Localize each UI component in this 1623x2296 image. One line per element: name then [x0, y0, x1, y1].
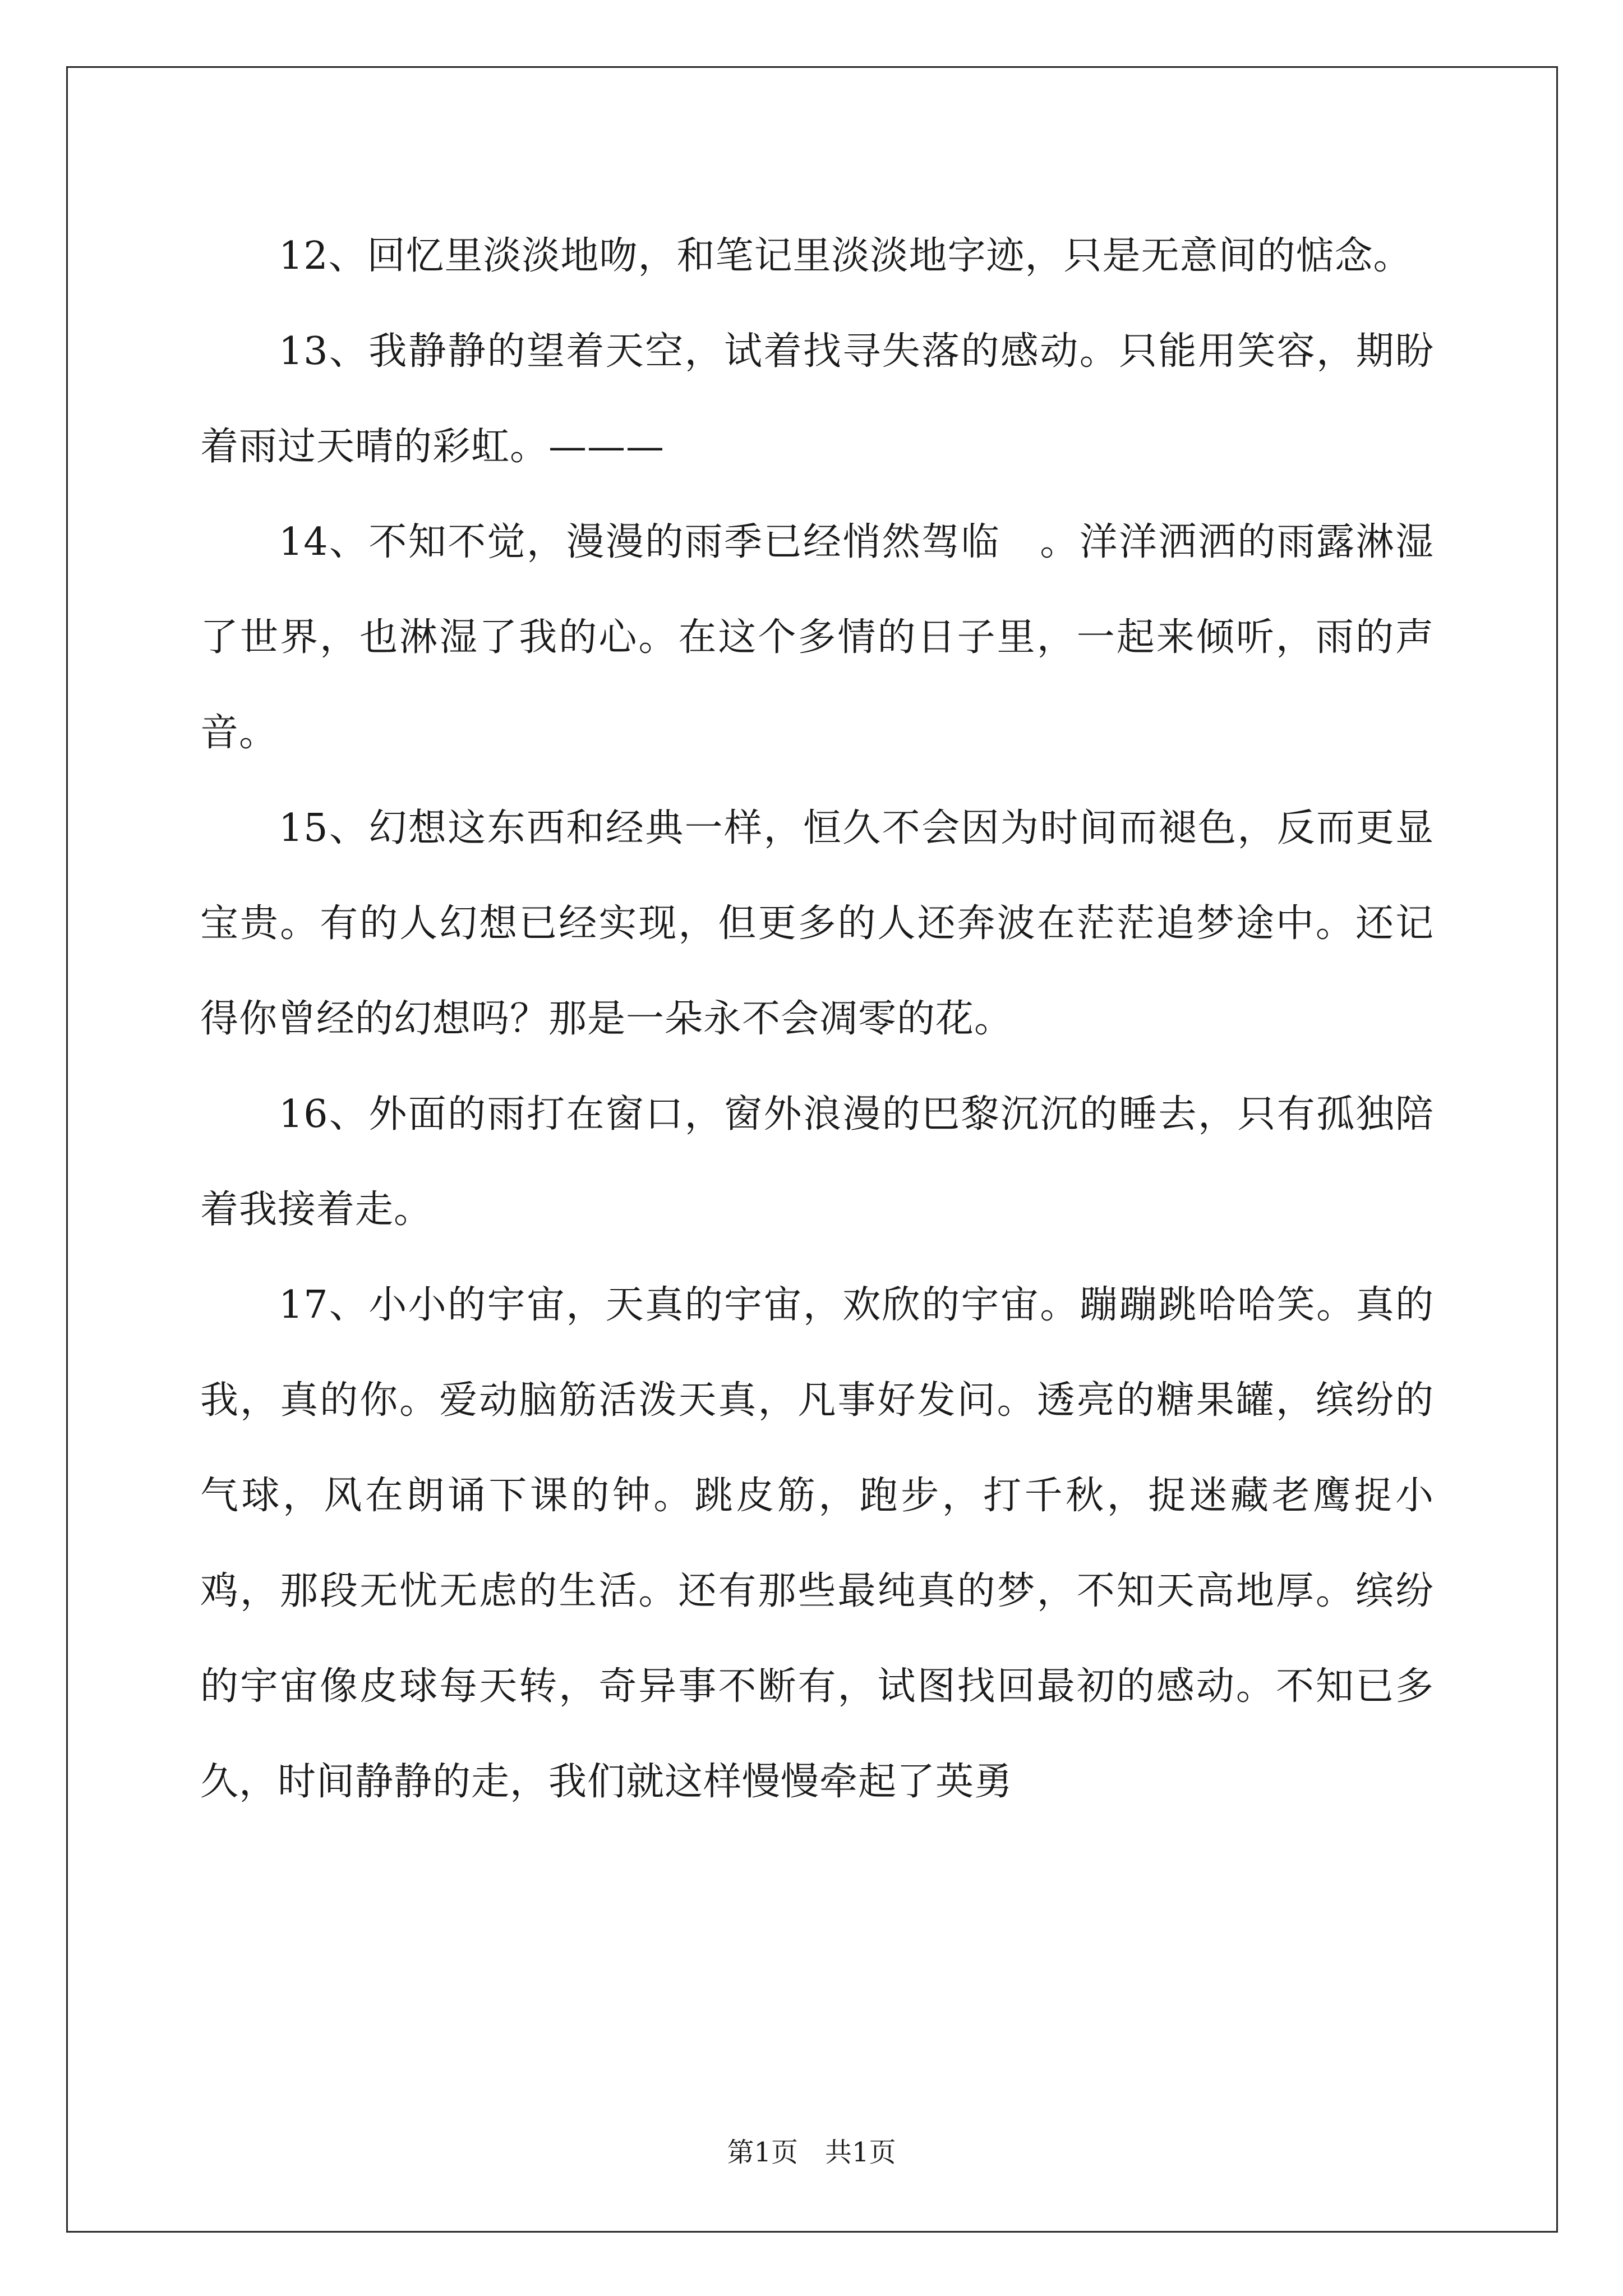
- paragraph-13: 13、我静静的望着天空，试着找寻失落的感动。只能用笑容，期盼着雨过天晴的彩虹。———: [200, 329, 1434, 469]
- page-footer: 第1页 共1页: [727, 2137, 896, 2168]
- paragraph-16: 16、外面的雨打在窗口，窗外浪漫的巴黎沉沉的睡去，只有孤独陪着我接着走。: [200, 1092, 1434, 1232]
- paragraph-14: 14、不知不觉，漫漫的雨季已经悄然驾临 。洋洋洒洒的雨露淋湿了世界，也淋湿了我的心。在这个多情的日子里，一起来倾听，雨的声音。: [200, 520, 1434, 755]
- paragraph-15: 15、幻想这东西和经典一样，恒久不会因为时间而褪色，反而更显宝贵。有的人幻想已经实现，但更多的人还奔波在茫茫追梦途中。还记得你曾经的幻想吗？那是一朵永不会凋零的花。: [200, 806, 1434, 1041]
- paragraph-17: 17、小小的宇宙，天真的宇宙，欢欣的宇宙。蹦蹦跳哈哈笑。真的我，真的你。爱动脑筋活泼天真，凡事好发问。透亮的糖果罐，缤纷的气球，风在朗诵下课的钟。跳皮筋，跑步，打千秋，捉迷藏老鹰捉小鸡，那段无忧无虑的生活。还有那些最纯真的梦，不知天高地厚。缤纷的宇宙像皮球每天转，奇异事不断有，试图找回最初的感动。不知已多久，时间静静的走，我们就这样慢慢牵起了英勇: [200, 1283, 1434, 1804]
- paragraph-12: 12、回忆里淡淡地吻，和笔记里淡淡地字迹，只是无意间的惦念。: [279, 234, 1412, 278]
- document-body: [200, 209, 1434, 1830]
